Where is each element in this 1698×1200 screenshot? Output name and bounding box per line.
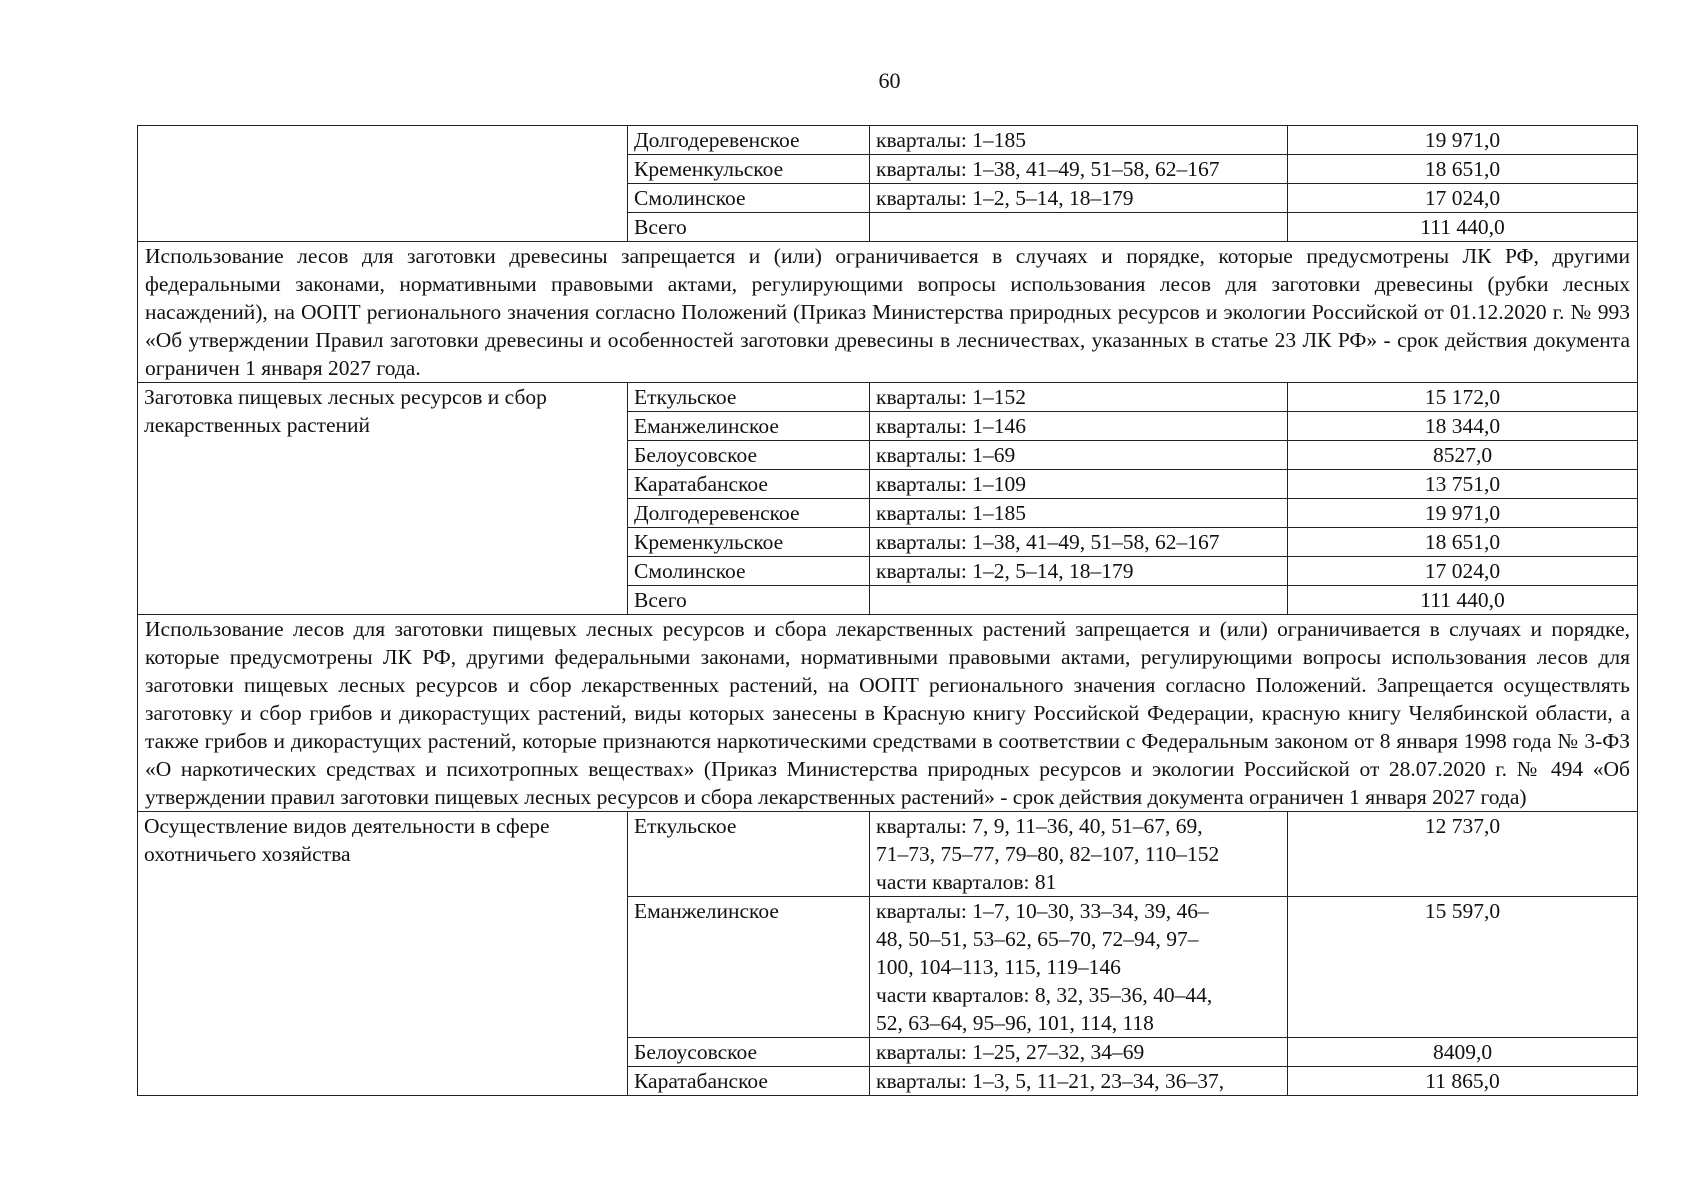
table-row	[138, 383, 1638, 412]
area-cell: 15 172,0	[1288, 383, 1638, 412]
area-cell: 18 344,0	[1288, 412, 1638, 441]
area-cell: 111 440,0	[1288, 213, 1638, 242]
forestry-cell: Долгодеревенское	[628, 126, 870, 155]
area-cell: 19 971,0	[1288, 126, 1638, 155]
quarters-cell	[870, 586, 1288, 615]
quarters-cell	[870, 213, 1288, 242]
forestry-cell: Смолинское	[628, 557, 870, 586]
quarters-line: 71–73, 75–77, 79–80, 82–107, 110–152	[876, 842, 1220, 866]
quarters-cell	[870, 1038, 1288, 1067]
quarters-cell	[870, 1067, 1288, 1096]
quarters-cell: кварталы: 1–2, 5–14, 18–179	[870, 557, 1288, 586]
table-row	[138, 812, 1638, 897]
quarters-cell: кварталы: 1–146	[870, 412, 1288, 441]
quarters-cell	[870, 812, 1288, 897]
forestry-cell: Еманжелинское	[628, 897, 870, 1038]
quarters-cell: кварталы: 1–109	[870, 470, 1288, 499]
activity-cell: Осуществление видов деятельности в сфере охотничьего хозяйства	[138, 812, 628, 1096]
quarters-line: 52, 63–64, 95–96, 101, 114, 118	[876, 1011, 1154, 1035]
area-cell: 11 865,0	[1288, 1067, 1638, 1096]
quarters-cell	[870, 897, 1288, 1038]
area-cell: 13 751,0	[1288, 470, 1638, 499]
area-cell: 8527,0	[1288, 441, 1638, 470]
table-row	[138, 126, 1638, 155]
note-row	[138, 615, 1638, 812]
area-cell: 19 971,0	[1288, 499, 1638, 528]
area-cell: 18 651,0	[1288, 155, 1638, 184]
timber-harvest-note: Использование лесов для заготовки древесины запрещается и (или) ограничивается в случаях и порядке, которые предусмотрены ЛК РФ, другими федеральными законами, нормативными правовыми актами, регулирующими вопросы использования лесов для заготовки древесины (рубки лесных насаждений), на ООПТ регионального значения согласно Положений (Приказ Министерства природных ресурсов и экологии Российской от 01.12.2020 г. № 993 «Об утверждении Правил заготовки древесины и особенностей заготовки древесины в лесничествах, указанных в статье 23 ЛК РФ» - срок действия документа ограничен 1 января 2027 года.	[138, 242, 1638, 383]
quarters-line: 48, 50–51, 53–62, 65–70, 72–94, 97–	[876, 927, 1199, 951]
quarters-line: кварталы: 1–3, 5, 11–21, 23–34, 36–37,	[876, 1069, 1225, 1093]
quarters-cell: кварталы: 1–185	[870, 499, 1288, 528]
forestry-cell: Кременкульское	[628, 528, 870, 557]
quarters-line: части кварталов: 8, 32, 35–36, 40–44,	[876, 983, 1213, 1007]
area-cell: 17 024,0	[1288, 557, 1638, 586]
quarters-line: части кварталов: 81	[876, 870, 1057, 894]
forestry-cell: Кременкульское	[628, 155, 870, 184]
forestry-cell: Долгодеревенское	[628, 499, 870, 528]
quarters-line: кварталы: 1–7, 10–30, 33–34, 39, 46–	[876, 899, 1209, 923]
area-cell: 111 440,0	[1288, 586, 1638, 615]
forestry-cell: Каратабанское	[628, 1067, 870, 1096]
area-cell: 18 651,0	[1288, 528, 1638, 557]
forestry-cell: Белоусовское	[628, 1038, 870, 1067]
quarters-cell: кварталы: 1–38, 41–49, 51–58, 62–167	[870, 528, 1288, 557]
quarters-line: кварталы: 1–25, 27–32, 34–69	[876, 1040, 1145, 1064]
forestry-cell: Еткульское	[628, 383, 870, 412]
forestry-cell: Всего	[628, 586, 870, 615]
food-resources-note: Использование лесов для заготовки пищевых лесных ресурсов и сбора лекарственных растений запрещается и (или) ограничивается в случаях и порядке, которые предусмотрены ЛК РФ, другими федеральными законами, нормативными правовыми актами, регулирующими вопросы использования лесов для заготовки пищевых лесных ресурсов и сбор лекарственных растений, на ООПТ регионального значения согласно Положений. Запрещается осуществлять заготовку и сбор грибов и дикорастущих растений, виды которых занесены в Красную книгу Российской Федерации, красную книгу Челябинской области, а также грибов и дикорастущих растений, которые признаются наркотическими средствами в соответствии с Федеральным законом от 8 января 1998 года № 3-ФЗ «О наркотических средствах и психотропных веществах» (Приказ Министерства природных ресурсов и экологии Российской от 28.07.2020 г. № 494 «Об утверждении правил заготовки пищевых лесных ресурсов и сбора лекарственных растений» - срок действия документа ограничен 1 января 2027 года)	[138, 615, 1638, 812]
forestry-cell: Каратабанское	[628, 470, 870, 499]
area-cell: 17 024,0	[1288, 184, 1638, 213]
area-cell: 15 597,0	[1288, 897, 1638, 1038]
activity-cell	[138, 126, 628, 242]
quarters-cell: кварталы: 1–185	[870, 126, 1288, 155]
quarters-cell: кварталы: 1–152	[870, 383, 1288, 412]
quarters-cell: кварталы: 1–69	[870, 441, 1288, 470]
area-cell: 8409,0	[1288, 1038, 1638, 1067]
forest-use-table	[137, 125, 1638, 1096]
quarters-line: кварталы: 7, 9, 11–36, 40, 51–67, 69,	[876, 814, 1203, 838]
quarters-line: 100, 104–113, 115, 119–146	[876, 955, 1121, 979]
page-number: 60	[878, 68, 901, 93]
note-row	[138, 242, 1638, 383]
activity-cell: Заготовка пищевых лесных ресурсов и сбор лекарственных растений	[138, 383, 628, 615]
area-cell: 12 737,0	[1288, 812, 1638, 897]
forestry-cell: Еткульское	[628, 812, 870, 897]
quarters-cell: кварталы: 1–2, 5–14, 18–179	[870, 184, 1288, 213]
forestry-cell: Еманжелинское	[628, 412, 870, 441]
forestry-cell: Смолинское	[628, 184, 870, 213]
forestry-cell: Белоусовское	[628, 441, 870, 470]
quarters-cell: кварталы: 1–38, 41–49, 51–58, 62–167	[870, 155, 1288, 184]
forestry-cell: Всего	[628, 213, 870, 242]
